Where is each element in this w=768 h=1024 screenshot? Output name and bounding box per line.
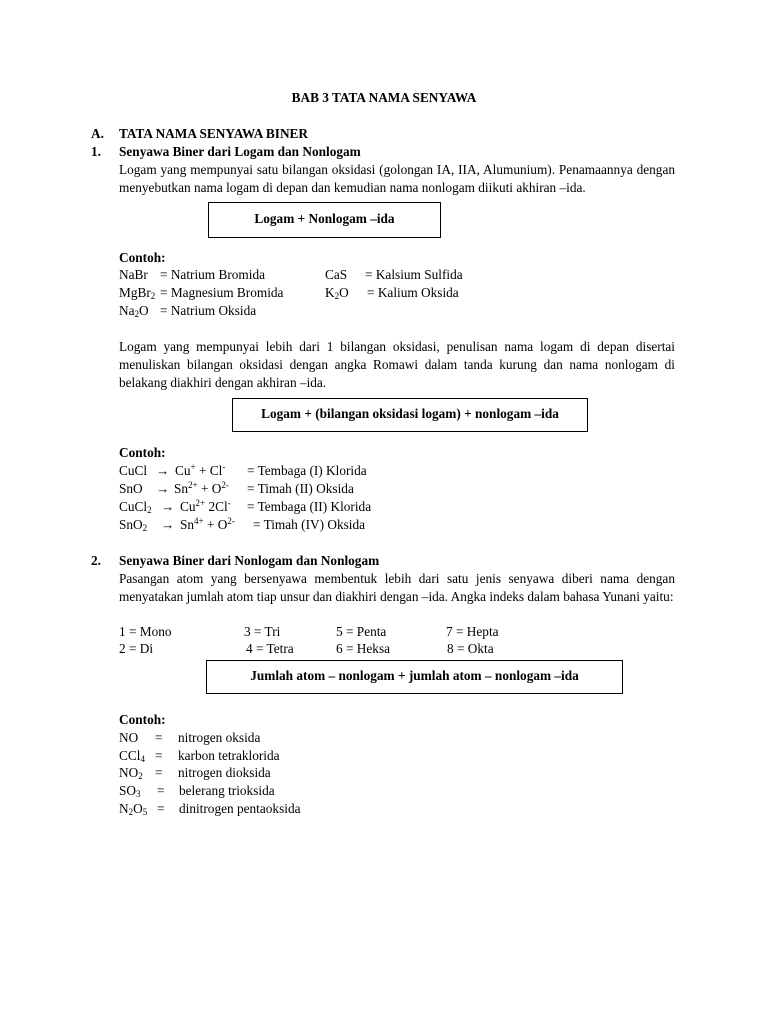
example-name: dinitrogen pentaoksida bbox=[179, 801, 301, 816]
example-row-nonmetal-3 bbox=[119, 764, 419, 782]
sub1-marker: 1. bbox=[91, 144, 101, 159]
ion-formula: CuCl$_2$ bbox=[119, 499, 152, 515]
ion-formula: CuCl bbox=[119, 463, 148, 478]
greek-number: 3 = Tri bbox=[244, 624, 281, 639]
equals-sign: = bbox=[155, 765, 163, 780]
example-formula: NO bbox=[119, 730, 139, 745]
example-row-nonmetal-5 bbox=[119, 800, 419, 818]
contoh-label-3: Contoh: bbox=[119, 712, 166, 727]
example-name: = Natrium Oksida bbox=[160, 303, 257, 318]
ion-name: = Tembaga (I) Klorida bbox=[247, 463, 367, 478]
equals-sign: = bbox=[155, 748, 163, 763]
ion-formula: SnO$_2$ bbox=[119, 517, 148, 533]
example-row-2 bbox=[119, 284, 679, 302]
ion-row-4 bbox=[119, 516, 519, 534]
ion-name: = Tembaga (II) Klorida bbox=[247, 499, 372, 514]
greek-number: 6 = Heksa bbox=[336, 641, 391, 656]
section-a-heading: TATA NAMA SENYAWA BINER bbox=[119, 126, 309, 141]
example-row-1 bbox=[119, 266, 679, 284]
arrow: → bbox=[161, 499, 175, 514]
ion-products: $Sn^{4+} + O^{2-}$ bbox=[180, 516, 235, 532]
example-formula: $K_2O$ bbox=[325, 285, 349, 301]
sub1-heading: Senyawa Biner dari Logam dan Nonlogam bbox=[119, 144, 361, 159]
example-formula: $SO_3$ bbox=[119, 783, 141, 799]
equals-sign: = bbox=[155, 730, 163, 745]
sub1-paragraph-2: Logam yang mempunyai lebih dari 1 bilangan oksidasi, penulisan nama logam di depan disertai menuliskan bilangan oksidasi dengan angka Romawi dalam tanda kurung dan nama nonlogam di belakang diakhiri dengan akhiran –ida. bbox=[119, 339, 675, 390]
ion-row-3 bbox=[119, 498, 519, 516]
greek-number: 4 = Tetra bbox=[246, 641, 294, 656]
example-name: nitrogen oksida bbox=[178, 730, 261, 745]
sub1-paragraph-1: Logam yang mempunyai satu bilangan oksidasi (golongan IA, IIA, Alumunium). Penamaannya dengan menyebutkan nama logam di depan dan kemudian nama nonlogam diikuti akhiran –ida. bbox=[119, 162, 675, 195]
greek-number: 2 = Di bbox=[119, 641, 154, 656]
example-name: = Kalsium Sulfida bbox=[365, 267, 463, 282]
greek-number: 8 = Okta bbox=[447, 641, 494, 656]
ion-products: $Cu^{2+}$ 2Cl- bbox=[180, 498, 231, 514]
example-name: = Natrium Bromida bbox=[160, 267, 265, 282]
ion-name: = Timah (II) Oksida bbox=[247, 481, 354, 496]
example-formula: $NO_2$ bbox=[119, 765, 143, 781]
sub2-paragraph: Pasangan atom yang bersenyawa membentuk lebih dari satu jenis senyawa diberi nama dengan menyatakan jumlah atom tiap unsur dan diakhiri dengan –ida. Angka indeks dalam bahasa Yunani yaitu: bbox=[119, 571, 675, 604]
example-name: nitrogen dioksida bbox=[178, 765, 271, 780]
ion-products: Cu+ + Cl- bbox=[175, 462, 226, 478]
contoh-label-1: Contoh: bbox=[119, 250, 166, 265]
formula-box-2: Logam + (bilangan oksidasi logam) + nonlogam –ida bbox=[232, 398, 588, 432]
example-row-nonmetal-2 bbox=[119, 747, 419, 765]
example-name: = Magnesium Bromida bbox=[160, 285, 284, 300]
greek-number: 1 = Mono bbox=[119, 624, 172, 639]
ion-products: $Sn^{2+} + O^{2-}$ bbox=[174, 480, 229, 496]
example-formula: CaS bbox=[325, 267, 348, 282]
example-name: = Kalium Oksida bbox=[367, 285, 459, 300]
formula-box-1: Logam + Nonlogam –ida bbox=[208, 202, 441, 238]
example-row-3 bbox=[119, 302, 679, 320]
page-title: BAB 3 TATA NAMA SENYAWA bbox=[291, 90, 477, 105]
arrow: → bbox=[156, 481, 170, 496]
example-row-nonmetal-1 bbox=[119, 729, 419, 747]
example-name: karbon tetraklorida bbox=[178, 748, 280, 763]
example-formula: CCl$_4$ bbox=[119, 748, 145, 764]
example-name: belerang trioksida bbox=[179, 783, 275, 798]
arrow: → bbox=[161, 517, 175, 532]
greek-number: 7 = Hepta bbox=[446, 624, 499, 639]
example-row-nonmetal-4 bbox=[119, 782, 419, 800]
contoh-label-2: Contoh: bbox=[119, 445, 166, 460]
greek-numbers-row-2 bbox=[119, 640, 539, 658]
equals-sign: = bbox=[157, 783, 165, 798]
example-formula: $Na_2O$ bbox=[119, 303, 149, 319]
example-formula: MgBr$_2$ bbox=[119, 285, 156, 301]
ion-row-2 bbox=[119, 480, 519, 498]
example-formula: NaBr bbox=[119, 267, 148, 282]
arrow: → bbox=[156, 463, 170, 478]
equals-sign: = bbox=[157, 801, 165, 816]
greek-numbers-row-1 bbox=[119, 623, 539, 641]
example-formula: $N_2O_5$ bbox=[119, 801, 148, 817]
ion-row-1 bbox=[119, 462, 519, 480]
section-a-marker: A. bbox=[91, 126, 104, 141]
ion-formula: SnO bbox=[119, 481, 143, 496]
formula-box-3: Jumlah atom – nonlogam + jumlah atom – nonlogam –ida bbox=[206, 660, 623, 694]
ion-name: = Timah (IV) Oksida bbox=[253, 517, 366, 532]
greek-number: 5 = Penta bbox=[336, 624, 387, 639]
sub2-heading: Senyawa Biner dari Nonlogam dan Nonlogam bbox=[119, 553, 380, 568]
sub2-marker: 2. bbox=[91, 553, 101, 568]
